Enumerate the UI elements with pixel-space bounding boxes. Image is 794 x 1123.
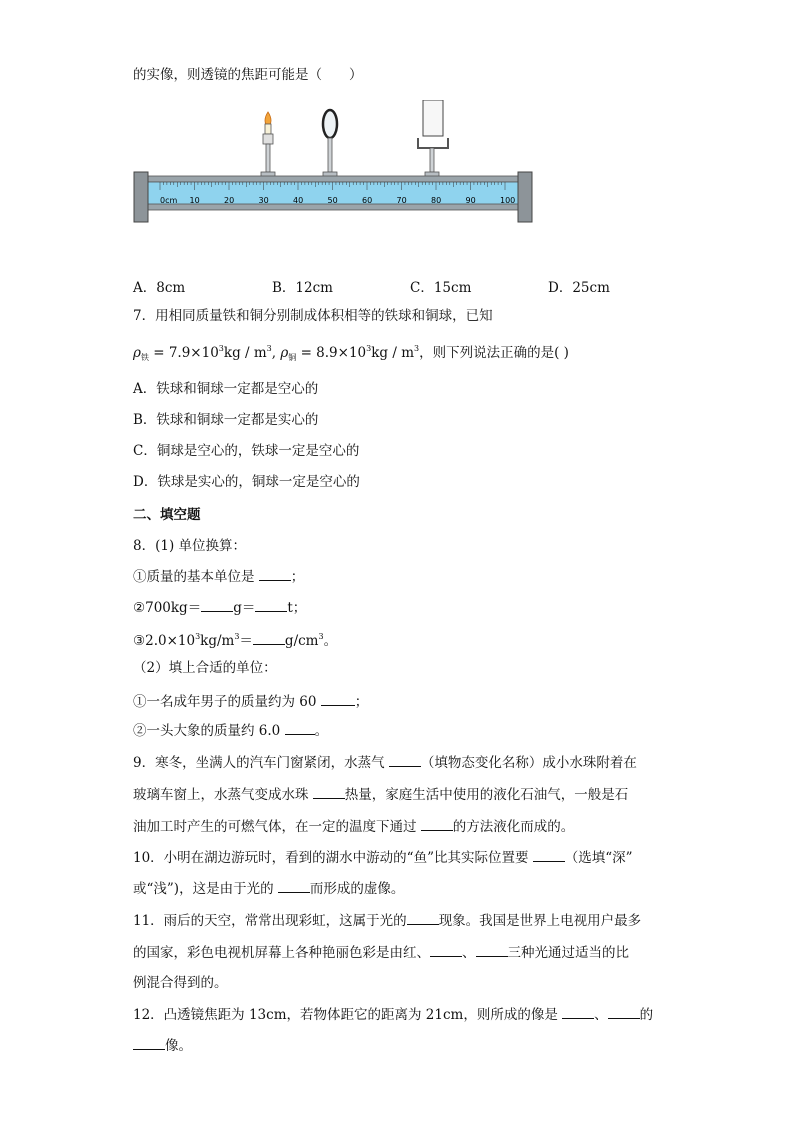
section-title: 二、填空题 [133, 507, 201, 523]
q9-line-3: 油加工时产生的可燃气体，在一定的温度下通过 的方法液化而成的。 [133, 819, 575, 835]
q9-line-1: 9．寒冬，坐满人的汽车门窗紧闭，水蒸气 （填物态变化名称）成小水珠附着在 [133, 755, 637, 771]
ruler-tick-label: 80 [431, 196, 442, 205]
optical-bench-figure [130, 100, 535, 228]
answer-blank[interactable] [389, 753, 421, 767]
ruler-tick-label: 70 [396, 196, 407, 205]
answer-blank[interactable] [259, 567, 291, 581]
answer-blank[interactable] [562, 1005, 594, 1019]
answer-blank[interactable] [253, 631, 285, 645]
ruler-tick-label: 20 [224, 196, 235, 205]
q9-line-2: 玻璃车窗上，水蒸气变成水珠 热量，家庭生活中使用的液化石油气，一般是石 [133, 787, 629, 803]
q8-line-2: ①质量的基本单位是 ； [133, 569, 305, 585]
answer-blank[interactable] [421, 817, 453, 831]
ruler-tick-label: 10 [189, 196, 200, 205]
q10-line-1: 10．小明在湖边游玩时，看到的湖水中游动的“鱼”比其实际位置要 （选填“深” [133, 850, 633, 866]
q11-line-3: 例混合得到的。 [133, 975, 228, 991]
candle-icon [263, 112, 273, 144]
answer-blank[interactable] [278, 879, 310, 893]
answer-blank[interactable] [201, 598, 233, 612]
q11-line-1: 11．雨后的天空，常常出现彩虹，这属于光的 现象。我国是世界上电视用户最多 [133, 913, 642, 929]
q7-option-b[interactable]: B．铁球和铜球一定都是实心的 [133, 412, 319, 428]
option-d[interactable]: D．25cm [548, 280, 610, 296]
lens-icon [323, 110, 337, 178]
ruler-tick-label: 90 [465, 196, 476, 205]
ruler-tick-label: 100 [500, 196, 516, 205]
answer-blank[interactable] [321, 692, 355, 706]
q10-line-2: 或“浅”)，这是由于光的 而形成的虚像。 [133, 881, 405, 897]
option-a[interactable]: A．8cm [133, 280, 186, 296]
q7-option-c[interactable]: C．铜球是空心的，铁球一定是空心的 [133, 443, 360, 459]
answer-blank[interactable] [313, 785, 345, 799]
answer-blank[interactable] [430, 943, 462, 957]
question-7-formula: $\rho_铁 = 7.9\times 10^3kg / m^3$, $\rho_铜 = 8.9\times 10^3kg / m^3$，则下列说法正确的是( ) [133, 344, 569, 362]
option-c[interactable]: C．15cm [410, 280, 472, 296]
answer-blank[interactable] [133, 1036, 165, 1050]
answer-blank[interactable] [608, 1005, 640, 1019]
q12-line-1: 12．凸透镜焦距为 13cm，若物体距它的距离为 21cm，则所成的像是 、 的 [133, 1007, 654, 1023]
q8-line-7: ②一头大象的质量约 6.0 。 [133, 723, 329, 739]
screen-icon [418, 100, 448, 178]
answer-blank[interactable] [407, 911, 439, 925]
answer-blank[interactable] [476, 943, 508, 957]
answer-blank[interactable] [533, 848, 565, 862]
q7-option-a[interactable]: A．铁球和铜球一定都是空心的 [133, 381, 319, 397]
answer-blank[interactable] [255, 598, 287, 612]
ruler-tick-label: 60 [362, 196, 373, 205]
q12-line-2: 像。 [133, 1036, 192, 1055]
question-6-tail: 的实像，则透镜的焦距可能是（ ） [133, 67, 363, 83]
question-7-stem: 7．用相同质量铁和铜分别制成体积相等的铁球和铜球，已知 [133, 308, 493, 324]
q8-line-4: $③2.0\times 10^3kg/m^3= g/cm^3$。 [133, 632, 338, 649]
ruler-tick-label: 40 [293, 196, 304, 205]
q8-line-6: ①一名成年男子的质量约为 60 ； [133, 694, 369, 710]
answer-blank[interactable] [285, 721, 315, 735]
q11-line-2: 的国家，彩色电视机屏幕上各种艳丽色彩是由红、 、 三种光通过适当的比 [133, 945, 629, 961]
option-b[interactable]: B．12cm [272, 280, 333, 296]
q8-line-1: 8．(1) 单位换算： [133, 538, 247, 554]
ruler-tick-label: 50 [327, 196, 338, 205]
q8-line-3: ②700kg＝ g＝ t； [133, 600, 307, 616]
q8-line-5: （2）填上合适的单位： [133, 660, 277, 676]
ruler-unit-label: 0cm [160, 196, 178, 205]
ruler-tick-label: 30 [258, 196, 269, 205]
q7-option-d[interactable]: D．铁球是实心的，铜球一定是空心的 [133, 474, 360, 490]
